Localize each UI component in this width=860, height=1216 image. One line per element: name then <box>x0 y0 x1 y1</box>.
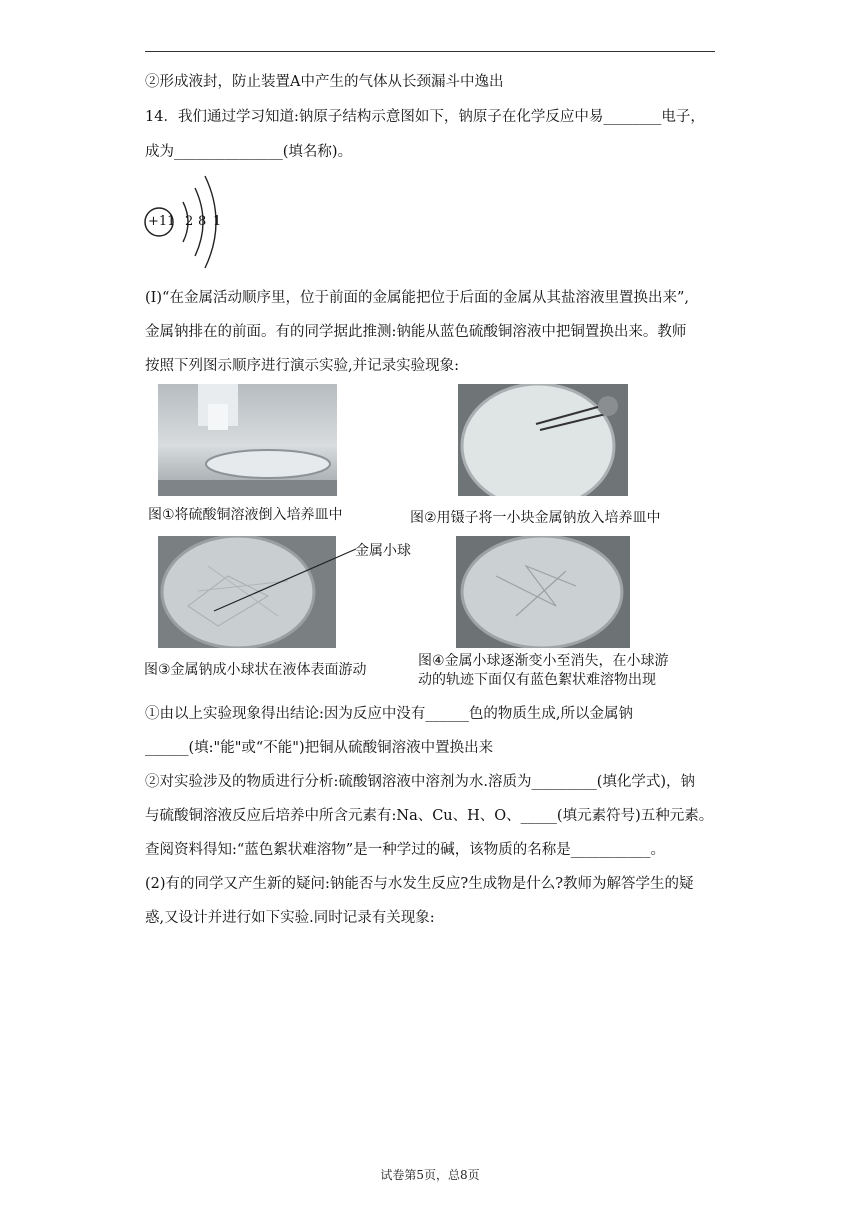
answer-1-line-1: ①由以上实验现象得出结论:因为反应中没有______色的物质生成,所以金属钠 <box>145 706 633 722</box>
paragraph-1-line-1: (I)“在金属活动顺序里，位于前面的金属能把位于后面的金属从其盐溶液里置换出来”, <box>145 290 689 306</box>
paragraph-1-line-2: 金属钠排在的前面。有的同学据此推测:钠能从蓝色硫酸铜溶液中把铜置换出来。教师 <box>145 324 687 340</box>
text-line-1: ②形成液封，防止装置A中产生的气体从长颈漏斗中逸出 <box>145 74 504 90</box>
figure-1-caption: 图①将硫酸铜溶液倒入培养皿中 <box>148 507 343 523</box>
sodium-atom-diagram <box>143 172 233 272</box>
answer-2-line-3: 查阅资料得知:“蓝色絮状难溶物”是一种学过的碱，该物质的名称是___________。 <box>145 842 665 858</box>
answer-2-line-1: ②对实验涉及的物质进行分析:硫酸钢溶液中溶剂为水.溶质为_________(填化学式)，钠 <box>145 774 696 790</box>
figure-4-caption-line-1: 图④金属小球逐渐变小至消失，在小球游 <box>418 653 669 669</box>
experiment-photo-4 <box>456 536 630 648</box>
figure-3-caption: 图③金属钠成小球状在液体表面游动 <box>144 662 367 678</box>
answer-1-line-2: ______(填:"能"或“不能")把铜从硫酸铜溶液中置换出来 <box>145 740 494 756</box>
atom-shell-2: 8 <box>198 214 207 229</box>
atom-nucleus: +11 <box>148 214 176 229</box>
experiment-photo-2 <box>458 384 628 496</box>
question-14-line-1: 14．我们通过学习知道:钠原子结构示意图如下，钠原子在化学反应中易________电子， <box>145 109 705 125</box>
answer-2-line-2: 与硫酸铜溶液反应后培养中所含元素有:Na、Cu、H、O、_____(填元素符号)五种元素。 <box>145 808 714 824</box>
pointer-line <box>210 545 360 615</box>
figure-4-caption-line-2: 动的轨迹下面仅有蓝色絮状难溶物出现 <box>418 672 656 688</box>
atom-shell-3: 1 <box>213 214 222 229</box>
atom-shell-1: 2 <box>185 214 194 229</box>
header-rule <box>145 51 715 52</box>
paragraph-1-line-3: 按照下列图示顺序进行演示实验,并记录实验现象: <box>145 358 459 374</box>
page-footer: 试卷第5页，总8页 <box>380 1168 480 1182</box>
part-2-line-1: (2)有的同学又产生新的疑问:钠能否与水发生反应?生成物是什么?教师为解答学生的疑 <box>145 876 694 892</box>
figure-2-caption: 图②用镊子将一小块金属钠放入培养皿中 <box>410 510 661 526</box>
experiment-photo-1 <box>158 384 337 496</box>
part-2-line-2: 惑,又设计并进行如下实验.同时记录有关现象: <box>145 910 435 926</box>
question-14-line-2: 成为_______________(填名称)。 <box>145 144 353 160</box>
metal-ball-label: 金属小球 <box>355 543 411 559</box>
